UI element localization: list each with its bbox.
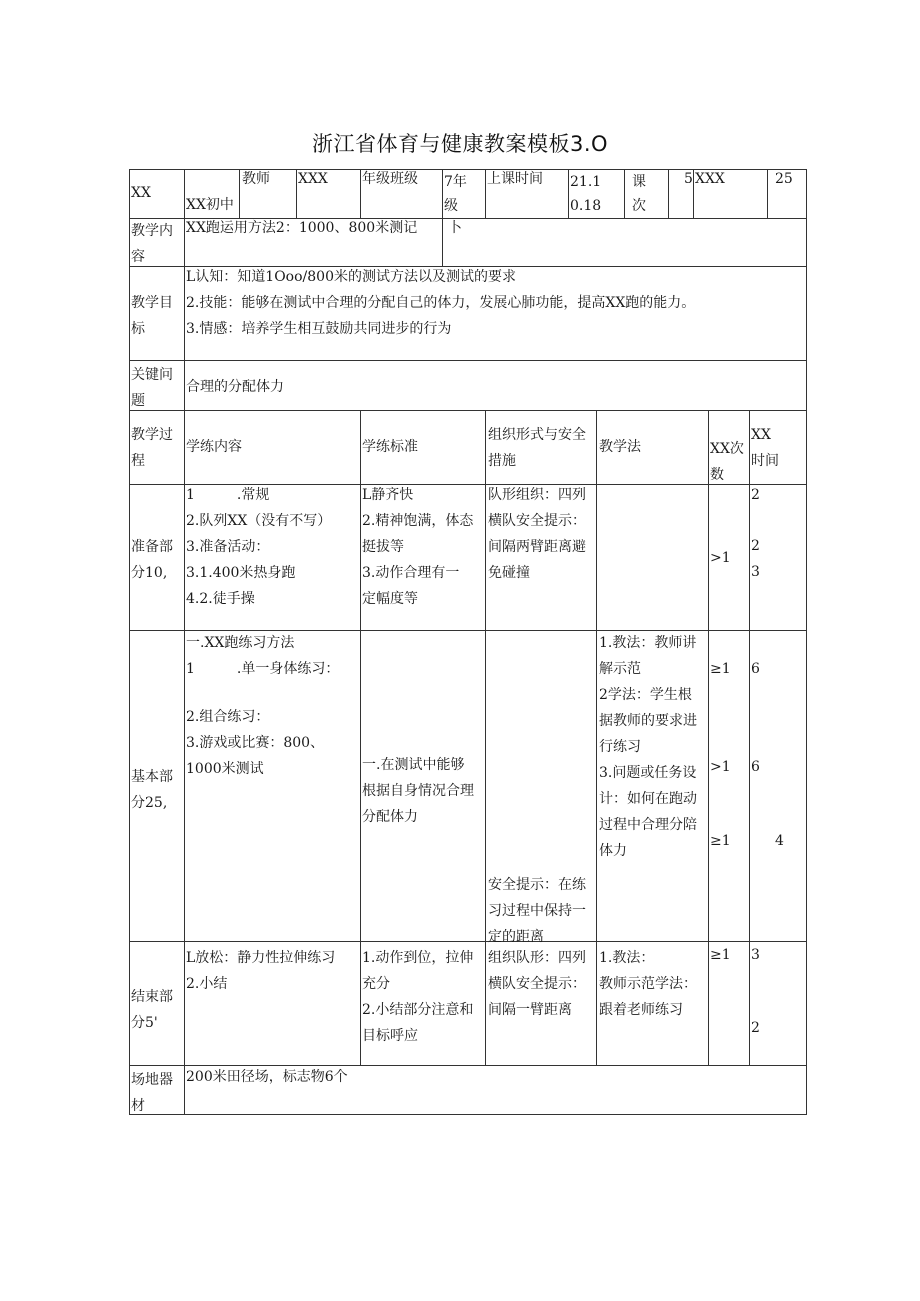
end-label: 结束部 分5' (131, 989, 173, 1031)
end-standard: 1.动作到位，拉伸 充分 2.小结部分注意和 目标呼应 (362, 950, 474, 1044)
table-rule (693, 169, 694, 218)
goal-emotion: 3.情感：培养学生相互鼓励共同进步的行为 (186, 321, 452, 337)
grade-value-line2: 级 (444, 198, 458, 214)
content-label: 教学内 容 (131, 223, 173, 265)
end-duration-1: 3 (751, 947, 760, 963)
prep-organization: 队形组织：四列 横队安全提示： 间隔两臂距离避 免碰撞 (488, 487, 586, 581)
lesson-label-line1: 课 (632, 174, 646, 190)
content-text: XX跑运用方法2：1000、800米测记 (186, 220, 418, 236)
table-rule (668, 169, 669, 218)
end-organization: 组织队形：四列 横队安全提示： 间隔一臂距离 (488, 950, 586, 1018)
lesson-number: 5 (684, 171, 693, 187)
lesson-label-line2: 次 (632, 198, 646, 214)
prep-duration-2: 2 3 (751, 538, 760, 580)
table-rule (485, 169, 486, 218)
basic-method: 1.教法：教师讲 解示范 2学法：学生根 据教师的要求进 行练习 3.问题或任务设计：如何在跑动 过程中合理分陪 体力 (599, 635, 697, 859)
basic-times-2: >1 (710, 759, 731, 775)
table-rule (184, 169, 185, 1115)
end-times: ≥1 (710, 947, 731, 963)
table-rule (129, 410, 807, 411)
basic-duration-3: 4 (775, 833, 784, 849)
prep-duration-1: 2 (751, 487, 760, 503)
head-duration: XX 时间 (751, 427, 779, 469)
table-rule (749, 410, 750, 1065)
table-rule (767, 169, 768, 218)
basic-duration-1: 6 (751, 661, 760, 677)
table-rule (624, 169, 625, 218)
basic-content-1: 一.XX跑练习方法 1 .单一身体练习： (186, 635, 340, 677)
class-date-line2: 0.18 (570, 198, 602, 214)
head-organization: 组织形式与安全 措施 (488, 427, 586, 469)
grade-value-line1: 7年 (444, 174, 467, 190)
key-text: 合理的分配体力 (186, 379, 284, 395)
table-rule (442, 169, 443, 218)
teacher-label: 教师 (242, 171, 270, 187)
school-label: XX (131, 185, 151, 201)
basic-duration-2: 6 (751, 759, 760, 775)
table-rule (708, 410, 709, 1065)
table-rule (129, 169, 130, 1115)
table-rule (360, 169, 361, 218)
lesson-value: XXX (695, 171, 725, 187)
goal-skill: 2.技能：能够在测试中合理的分配自己的体力，发展心肺功能，提高XX跑的能力。 (186, 295, 696, 311)
table-rule (806, 169, 807, 1115)
head-method: 教学法 (599, 439, 641, 455)
head-content: 学练内容 (186, 439, 242, 455)
table-rule (596, 410, 597, 1065)
prep-times: >1 (710, 550, 731, 566)
basic-standard: 一.在测试中能够 根据自身情况合理 分配体力 (362, 757, 474, 825)
prep-label: 准备部 分10, (131, 539, 173, 581)
prep-standard: L静齐快 2.精神饱满，体态 挺拔等 3.动作合理有一 定幅度等 (362, 487, 474, 607)
prep-content: 1 .常规 2.队列XX（没有不写） 3.准备活动： 3.1.400米热身跑 4.2.徒手操 (186, 487, 332, 607)
head-standard: 学练标准 (362, 439, 418, 455)
end-method: 1.教法： 教师示范学法： 跟着老师练习 (599, 950, 697, 1018)
grade-label: 年级班级 (362, 171, 418, 187)
table-rule (442, 218, 443, 266)
content-extra: 卜 (448, 220, 462, 236)
table-rule (129, 941, 807, 942)
goal-cognition: L认知：知道1Ooo/800米的测试方法以及测试的要求 (186, 269, 516, 285)
basic-times-3: ≥1 (710, 833, 731, 849)
end-duration-2: 2 (751, 1020, 760, 1036)
table-rule (129, 360, 807, 361)
key-label: 关键问 题 (131, 367, 173, 409)
basic-content-2: 2.组合练习： 3.游戏或比赛：800、 1000米测试 (186, 709, 325, 777)
table-rule (239, 169, 240, 218)
student-count: 25 (775, 171, 793, 187)
end-content: L放松：静力性拉伸练习 2.小结 (186, 950, 336, 992)
class-date-line1: 21.1 (570, 174, 602, 190)
teacher-name: XXX (298, 171, 328, 187)
head-process: 教学过 程 (131, 427, 173, 469)
table-rule (129, 1114, 807, 1115)
table-rule (485, 410, 486, 1065)
table-rule (568, 169, 569, 218)
class-time-label: 上课时间 (487, 171, 543, 187)
venue-text: 200米田径场，标志物6个 (186, 1069, 348, 1085)
goals-label: 教学目 标 (131, 295, 173, 337)
table-rule (360, 410, 361, 1065)
basic-label: 基本部 分25, (131, 769, 173, 811)
school-name: XX初中 (186, 197, 234, 213)
head-times: XX次 数 (710, 441, 744, 483)
table-rule (296, 169, 297, 218)
basic-organization: 安全提示：在练 习过程中保持一 定的距离 (488, 877, 586, 945)
document-title: 浙江省体育与健康教案模板3.O (311, 132, 609, 156)
basic-times-1: ≥1 (710, 661, 731, 677)
venue-label: 场地器 材 (131, 1072, 173, 1114)
